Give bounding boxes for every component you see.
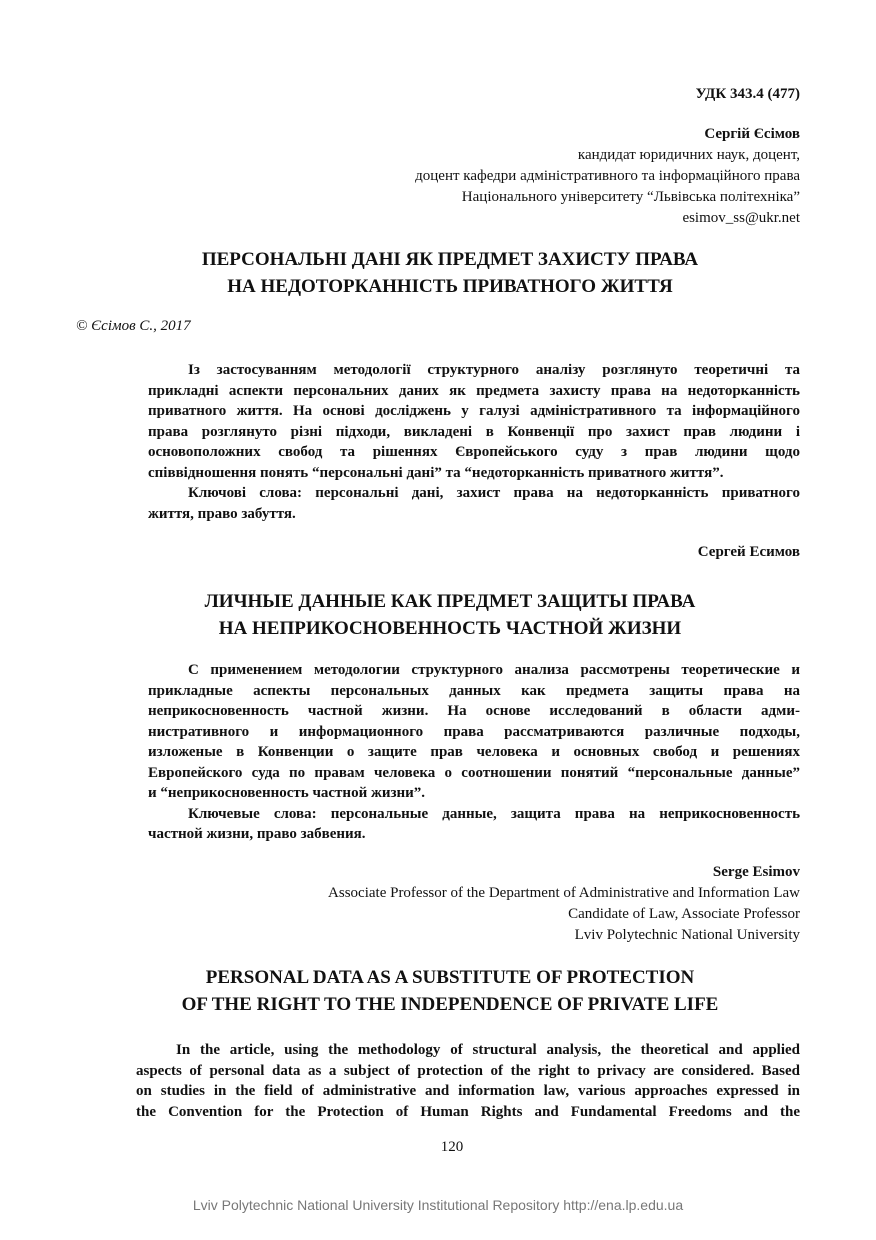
ru-keywords-line: Ключевые слова: персональные данные, защита права на неприкосновенность xyxy=(188,805,800,822)
uk-author-name: Сергій Єсімов xyxy=(704,126,800,142)
repository-footer: Lviv Polytechnic National University Institutional Repository http://ena.lp.edu.ua xyxy=(192,1197,684,1213)
copyright-notice: © Єсімов С., 2017 xyxy=(76,318,191,334)
uk-abstract-line: Із застосуванням методології структурного аналізу розглянуто теоретичні та xyxy=(188,362,800,378)
page-number: 120 xyxy=(440,1139,464,1155)
uk-abstract-line: приватного життя. На основі досліджень у галузі адміністративного та інформаційного xyxy=(148,403,800,419)
ru-abstract-line: прикладные аспекты персональных данных как предмета защиты права на xyxy=(148,682,800,699)
en-affiliation-line: Candidate of Law, Associate Professor xyxy=(568,906,800,922)
en-abstract xyxy=(136,1040,800,1122)
en-article-title xyxy=(0,964,876,1018)
udc-code: УДК 343.4 (477) xyxy=(695,86,800,102)
en-abstract-line: the Convention for the Protection of Human Rights and Fundamental Freedoms and the xyxy=(136,1103,800,1120)
ru-author-name: Сергей Есимов xyxy=(697,544,800,560)
uk-keywords-line: життя, право забуття. xyxy=(148,505,296,522)
uk-author-email: esimov_ss@ukr.net xyxy=(682,210,800,226)
ru-article-title xyxy=(0,588,876,642)
uk-title-line: НА НЕДОТОРКАННІСТЬ ПРИВАТНОГО ЖИТТЯ xyxy=(227,276,673,297)
en-abstract-line: In the article, using the methodology of structural analysis, the theoretical and applied xyxy=(176,1042,800,1058)
uk-abstract-line: прикладні аспекти персональних даних як предмета захисту права на недоторканність xyxy=(148,382,800,399)
ru-title-line: НА НЕПРИКОСНОВЕННОСТЬ ЧАСТНОЙ ЖИЗНИ xyxy=(218,618,682,639)
en-abstract-line: on studies in the field of administrative and information law, various approaches expressed in xyxy=(136,1083,800,1099)
uk-title-line: ПЕРСОНАЛЬНІ ДАНІ ЯК ПРЕДМЕТ ЗАХИСТУ ПРАВА xyxy=(201,249,699,270)
uk-abstract-line: права розглянуто різні підходи, викладені в Конвенції про захист прав людини і xyxy=(148,423,800,440)
ru-abstract-line: неприкосновенность частной жизни. На основе исследований в области адми- xyxy=(148,703,800,719)
en-author-block xyxy=(328,862,800,946)
uk-affiliation-line: кандидат юридичних наук, доцент, xyxy=(577,147,800,163)
ru-title-line: ЛИЧНЫЕ ДАННЫЕ КАК ПРЕДМЕТ ЗАЩИТЫ ПРАВА xyxy=(204,591,696,612)
ru-keywords-line: частной жизни, право забвения. xyxy=(148,826,366,842)
en-abstract-line: aspects of personal data as a subject of protection of the right to privacy are considered. Based xyxy=(136,1062,800,1079)
en-affiliation-line: Lviv Polytechnic National University xyxy=(574,927,800,943)
uk-author-block xyxy=(415,124,800,229)
en-author-name: Serge Esimov xyxy=(712,864,800,880)
uk-abstract-line: основоположних свобод та рішеннях Європейського суду з прав людини щодо xyxy=(148,444,800,460)
ru-abstract-line: нистративного и информационного права рассматриваются различные подходы, xyxy=(148,723,800,740)
ru-abstract-line: Европейского суда по правам человека о соотношении понятий “персональные данные” xyxy=(148,764,800,781)
ru-abstract-line: и “неприкосновенность частной жизни”. xyxy=(148,785,426,801)
en-title-line: OF THE RIGHT TO THE INDEPENDENCE OF PRIVATE LIFE xyxy=(181,994,719,1015)
uk-affiliation-line: доцент кафедри адміністративного та інформаційного права xyxy=(415,168,800,184)
uk-affiliation-line: Національного університету “Львівська політехніка” xyxy=(461,189,800,205)
uk-keywords-line: Ключові слова: персональні дані, захист права на недоторканність приватного xyxy=(188,485,800,501)
en-affiliation-line: Associate Professor of the Department of Administrative and Information Law xyxy=(328,885,800,901)
ru-abstract-line: С применением методологии структурного анализа рассмотрены теоретические и xyxy=(188,662,800,678)
uk-abstract xyxy=(148,360,800,524)
ru-abstract xyxy=(148,660,800,845)
en-title-line: PERSONAL DATA AS A SUBSTITUTE OF PROTECTION xyxy=(205,967,695,988)
uk-abstract-line: співвідношення понять “персональні дані” та “недоторканність приватного життя”. xyxy=(148,464,724,481)
ru-abstract-line: изложеные в Конвенции о защите прав человека и основных свобод и решениях xyxy=(148,744,800,760)
uk-article-title xyxy=(0,246,876,300)
